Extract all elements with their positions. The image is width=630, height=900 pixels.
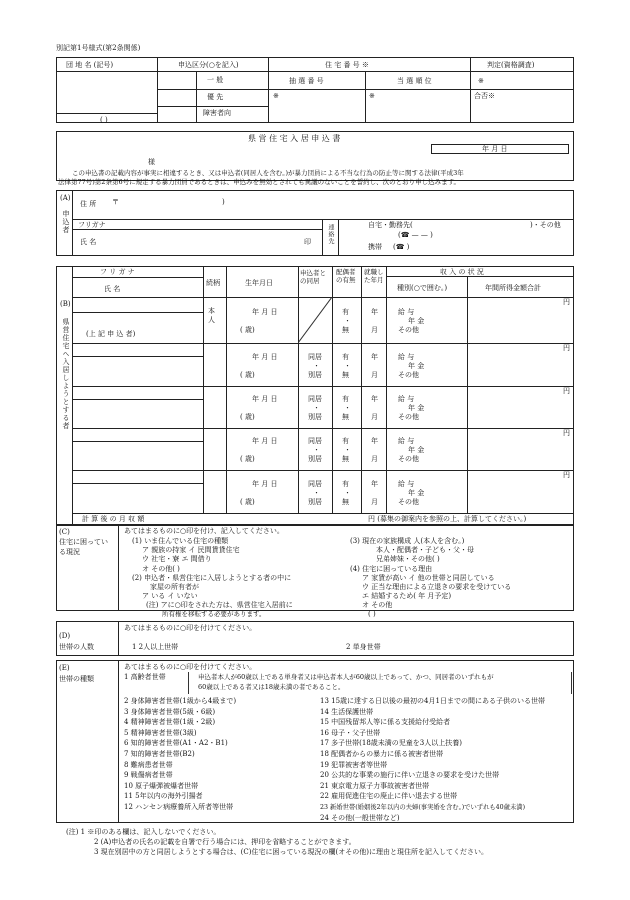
total-field[interactable] — [203, 514, 363, 524]
h-shubetsu: 種別(○で囲む。) — [397, 284, 448, 292]
e-item[interactable]: 9 戦傷病者世帯 — [124, 771, 173, 780]
birth-date[interactable]: 年 月 日 — [252, 395, 278, 403]
e-item[interactable]: 24 その他(一般世帯など) — [320, 813, 400, 822]
section-c-label-3: る現況 — [59, 548, 80, 556]
h-birth: 生年月日 — [245, 279, 273, 287]
c-line[interactable]: オ その他( ) — [142, 565, 180, 573]
kome-mark: ※ — [478, 77, 484, 85]
note-1: (注) 1 ※印のある欄は、記入しないでください。 — [66, 828, 221, 836]
e-item[interactable]: 18 配偶者からの暴力に係る被害者世帯 — [320, 750, 444, 758]
home-label: 自宅・勤務先( — [368, 221, 413, 229]
name-field[interactable] — [110, 231, 295, 255]
income-other[interactable]: その他 — [398, 455, 419, 463]
e-item-1-note-2: 60歳以上である者又は18歳未満の者であること。 — [198, 683, 345, 691]
h-doukyo: 申込者との同居 — [300, 269, 326, 285]
income-kyuyo[interactable]: 給 与 — [398, 437, 415, 445]
haigu-yes[interactable]: 有 — [342, 437, 349, 445]
age-field[interactable]: ( 歳) — [240, 498, 255, 506]
application-title: 県 営 住 宅 入 居 申 込 書 — [248, 134, 341, 143]
c-line: 所有権を移転する必要があります。 — [162, 610, 266, 618]
note-2: 2 (A)申込者の氏名の記載を自署で行う場合には、押印を省略することができます。 — [94, 838, 356, 846]
e-item[interactable]: 22 雇用促進住宅の廃止に伴い退去する世帯 — [320, 792, 458, 801]
total-note: 円 (募集の御案内を参照の上、計算してください。) — [368, 515, 527, 523]
doukyo-separator: ・ — [313, 489, 320, 497]
bekkyo-option[interactable]: 別居 — [308, 371, 322, 379]
h-zokugara: 続柄 — [206, 279, 220, 287]
income-other[interactable]: その他 — [398, 371, 419, 379]
c-right[interactable]: ( ) — [368, 610, 376, 618]
e-item[interactable]: 3 身体障害者世帯(5級・6級) — [124, 707, 216, 716]
yen-unit: 円 — [563, 471, 570, 479]
c-right[interactable]: 兄弟姉妹・その他( ) — [376, 555, 440, 563]
e-item[interactable]: 2 身体障害者世帯(1級から4級まで) — [124, 697, 237, 705]
bekkyo-option[interactable]: 別居 — [308, 498, 322, 506]
e-item[interactable]: 6 知的障害者世帯(A1・A2・B1) — [124, 739, 228, 748]
haigu-yes[interactable]: 有 — [342, 353, 349, 361]
section-c-label-2: 住宅に困ってい — [59, 538, 108, 546]
section-c-label-1: (C) — [59, 528, 70, 536]
e-item[interactable]: 8 難病患者世帯 — [124, 760, 173, 769]
haigu-no[interactable]: 無 — [342, 413, 349, 421]
income-other[interactable]: その他 — [398, 413, 419, 421]
c-line: (2) 申込者・県営住宅に入居しようとする者の中に — [132, 574, 292, 582]
e-item-1-note-1: 申込者本人が60歳以上である単身者又は申込者本人が60歳以上であって、かつ、同居者のいずれもが — [198, 673, 494, 681]
kome-mark: ※ — [273, 92, 279, 100]
e-item[interactable]: 11 5年以内の海外引揚者 — [124, 792, 203, 801]
address-field[interactable] — [108, 196, 528, 216]
bekkyo-option[interactable]: 別居 — [308, 455, 322, 463]
birth-date[interactable]: 年 月 日 — [252, 437, 278, 445]
h-nengaku: 年間所得金額合計 — [485, 284, 541, 292]
jusho-label: 住 所 — [80, 200, 97, 208]
birth-date[interactable]: 年 月 日 — [252, 480, 278, 488]
applicant-note: (上 記 申 込 者) — [86, 330, 136, 338]
age-field[interactable]: ( 歳) — [240, 455, 255, 463]
yen-unit: 円 — [563, 298, 570, 306]
yen-unit: 円 — [563, 387, 570, 395]
e-item[interactable]: 14 生活保護世帯 — [320, 707, 374, 716]
haigu-yes[interactable]: 有 — [342, 308, 349, 316]
haigu-no[interactable]: 無 — [342, 371, 349, 379]
yen-unit: 円 — [563, 429, 570, 437]
pledge-line-1: この申込書の記載内容が事実に相違するとき、又は申込者(同居人を含む。)が暴力団員による不当な行為の防止等に関する法律(平成3年 — [72, 169, 464, 177]
section-e-label-2: 世帯の種類 — [59, 675, 94, 683]
shuro-year[interactable]: 年 — [371, 353, 378, 361]
member-name-field[interactable] — [74, 297, 202, 341]
e-item[interactable]: 16 母子・父子世帯 — [320, 728, 381, 737]
phone-field[interactable]: (☎ — — ) — [398, 231, 433, 239]
income-nenkin[interactable]: 年 金 — [408, 317, 425, 325]
income-nenkin[interactable]: 年 金 — [408, 404, 425, 412]
haigu-yes[interactable]: 有 — [342, 480, 349, 488]
form-id: 別記第1号様式(第2条関係) — [56, 44, 141, 52]
haigu-separator: ・ — [344, 362, 351, 370]
honnin-label: 本人 — [208, 307, 215, 324]
e-item[interactable]: 12 ハンセン病療養所入所者等世帯 — [124, 803, 234, 811]
haigu-separator: ・ — [344, 404, 351, 412]
doukyo-diagonal — [298, 297, 332, 343]
renraku-label: 連絡先 — [327, 224, 334, 245]
shimei-label: 氏 名 — [80, 238, 97, 246]
income-kyuyo[interactable]: 給 与 — [398, 308, 415, 316]
c-line: 家屋の所有者が — [150, 583, 199, 591]
member-name-field[interactable] — [74, 470, 202, 511]
income-kyuyo[interactable]: 給 与 — [398, 395, 415, 403]
h-furigana: フ リ ガ ナ — [100, 268, 135, 276]
date-label: 年 月 日 — [482, 145, 508, 153]
haigu-no[interactable]: 無 — [342, 498, 349, 506]
c-right[interactable]: オ その他 — [362, 601, 393, 609]
furigana-label: フリガナ — [78, 221, 106, 229]
shuro-month[interactable]: 月 — [371, 498, 378, 506]
jutaku-header: 住 宅 番 号 ※ — [325, 61, 369, 69]
seal-mark: 印 — [304, 238, 311, 246]
haigu-separator: ・ — [344, 446, 351, 454]
d-inst: あてはまるものに○印を付けてください。 — [124, 624, 257, 632]
kubun-header: 申込区分(○を記入) — [178, 61, 239, 69]
shuro-year[interactable]: 年 — [371, 395, 378, 403]
sama-label: 様 — [148, 158, 155, 166]
c-line: (注) アに○印をされた方は、県営住宅入居前に — [146, 601, 293, 609]
section-a-label: (A) — [60, 194, 71, 202]
e-item[interactable]: 7 知的障害者世帯(B2) — [124, 750, 195, 758]
age-field[interactable]: ( 歳) — [240, 371, 255, 379]
c-right[interactable]: 本人・配偶者・子ども・父・母 — [376, 546, 474, 554]
haigu-separator: ・ — [344, 489, 351, 497]
c-right[interactable]: (3) 現在の家族構成 人(本人を含む。) — [350, 537, 465, 545]
shuro-year[interactable]: 年 — [371, 480, 378, 488]
e-item[interactable]: 5 精神障害者世帯(3級) — [124, 728, 197, 737]
e-item[interactable]: 15 中国残留邦人等に係る支援給付受給者 — [320, 718, 451, 727]
mobile-label: 携帯 — [368, 243, 382, 251]
shuro-month[interactable]: 月 — [371, 326, 378, 334]
member-name-field[interactable] — [74, 428, 202, 468]
danchi-header: 団 地 名 (記号) — [66, 61, 114, 69]
c-right: (4) 住宅に困っている理由 — [350, 565, 433, 573]
c-right[interactable]: エ 結婚するため( 年 月予定) — [362, 592, 452, 600]
section-a-vertical-label: 申込者 — [62, 210, 70, 234]
note-3: 3 現在別居中の方と同居しようとする場合は、(C)住宅に困っている現況の欄(オその他)に理由と現住所を記入してください。 — [94, 848, 488, 856]
haigu-separator: ・ — [344, 317, 351, 325]
gohi-label: 合否※ — [474, 92, 495, 100]
h-income: 収 入 の 状 況 — [440, 268, 484, 276]
doukyo-option[interactable]: 同居 — [308, 480, 322, 488]
danchi-paren[interactable]: ( ) — [100, 116, 108, 124]
doukyo-option[interactable]: 同居 — [308, 437, 322, 445]
shuro-month[interactable]: 月 — [371, 413, 378, 421]
juni-header: 当 選 順 位 — [397, 77, 432, 85]
chusen-header: 抽 選 番 号 — [289, 77, 324, 85]
c-right[interactable]: ア 家賃が高い イ 他の世帯と同居している — [362, 574, 495, 582]
doukyo-option[interactable]: 同居 — [308, 395, 322, 403]
e-item[interactable]: 17 多子世帯(18歳未満の児童を3人以上扶養) — [320, 739, 462, 748]
shuro-year[interactable]: 年 — [371, 308, 378, 316]
pledge-line-2: 法律第77号)第2条第6号に規定する暴力団員であるときは、申込みを無効とされても異議のないことを誓約し、次のとおり申し込みます。 — [58, 178, 461, 186]
doukyo-separator: ・ — [313, 362, 320, 370]
h-shimei: 氏 名 — [104, 285, 121, 293]
h-shuro: 就職した年月 — [364, 268, 384, 284]
birth-date[interactable]: 年 月 日 — [252, 353, 278, 361]
income-nenkin[interactable]: 年 金 — [408, 362, 425, 370]
kome-mark: ※ — [369, 92, 375, 100]
hantei-header: 判定(資格調査) — [487, 61, 535, 69]
e-item[interactable]: 19 犯罪被害者等世帯 — [320, 760, 388, 769]
d-opt-1[interactable]: 1 2人以上世帯 — [132, 643, 179, 651]
member-name-field[interactable] — [74, 343, 202, 384]
e-item[interactable]: 23 新婚世帯(婚姻後2年以内の夫婦(事実婚を含む。)でいずれも40歳未満) — [320, 804, 526, 811]
postal-close: ) — [222, 198, 225, 206]
kubun-yusen[interactable]: 優 先 — [207, 93, 224, 101]
total-label: 計 算 後 の 月 収 額 — [82, 515, 145, 523]
income-other[interactable]: その他 — [398, 326, 419, 334]
furigana-field[interactable] — [110, 220, 320, 229]
section-b-label: (B) — [60, 300, 71, 308]
e-item[interactable]: 20 公共的な事業の施行に伴い立退きの要求を受けた世帯 — [320, 771, 500, 780]
e-item[interactable]: 13 15歳に達する日以後の最初の4月1日までの間にある子供のいる世帯 — [320, 697, 545, 705]
c-line[interactable]: ア 親族の持家 イ 民間賃貸住宅 — [142, 546, 240, 554]
d-opt-2[interactable]: 2 単身世帯 — [346, 643, 381, 651]
doukyo-separator: ・ — [313, 404, 320, 412]
bekkyo-option[interactable]: 別居 — [308, 413, 322, 421]
haigu-yes[interactable]: 有 — [342, 395, 349, 403]
section-d-label-1: (D) — [59, 632, 71, 640]
haigu-no[interactable]: 無 — [342, 326, 349, 334]
doukyo-option[interactable]: 同居 — [308, 353, 322, 361]
income-kyuyo[interactable]: 給 与 — [398, 480, 415, 488]
section-b-vertical-label: 県営住宅へ入居しようとする者 — [62, 318, 70, 430]
other-label: )・その他 — [530, 221, 561, 229]
income-kyuyo[interactable]: 給 与 — [398, 353, 415, 361]
c-line[interactable]: ウ 社宅・寮 エ 間借り — [142, 555, 212, 563]
c-right[interactable]: ウ 正当な理由による立退きの要求を受けている — [362, 583, 512, 591]
haigu-no[interactable]: 無 — [342, 455, 349, 463]
mobile-field[interactable]: (☎ ) — [393, 243, 410, 251]
birth-date[interactable]: 年 月 日 — [252, 308, 278, 316]
shuro-month[interactable]: 月 — [371, 371, 378, 379]
c-line[interactable]: ア いる イ いない — [142, 592, 198, 600]
age-field[interactable]: ( 歳) — [240, 326, 255, 334]
income-other[interactable]: その他 — [398, 498, 419, 506]
kubun-ippan[interactable]: 一 般 — [207, 76, 224, 84]
age-field[interactable]: ( 歳) — [240, 413, 255, 421]
kubun-shogai[interactable]: 障害者向 — [203, 109, 231, 117]
e-inst: あてはまるものに○印を付けてください。 — [124, 663, 257, 671]
e-item[interactable]: 21 東京電力原子力事故被害者世帯 — [320, 781, 430, 790]
c-line: (1) いま住んでいる住宅の種類 — [132, 537, 229, 545]
e-item[interactable]: 10 原子爆弾被爆者世帯 — [124, 781, 199, 790]
e-item[interactable]: 4 精神障害者世帯(1級・2級) — [124, 718, 216, 727]
income-nenkin[interactable]: 年 金 — [408, 446, 425, 454]
doukyo-separator: ・ — [313, 446, 320, 454]
c-line: あてはまるものに○印を付け、記入してください。 — [124, 527, 284, 535]
member-name-field[interactable] — [74, 386, 202, 426]
postal-mark: 〒 — [112, 198, 119, 206]
shuro-year[interactable]: 年 — [371, 437, 378, 445]
e-item-1[interactable]: 1 高齢者世帯 — [124, 673, 166, 681]
yen-unit: 円 — [563, 344, 570, 352]
h-haigu: 配偶者の有無 — [336, 268, 356, 284]
section-d-label-2: 世帯の人数 — [59, 643, 94, 651]
shuro-month[interactable]: 月 — [371, 455, 378, 463]
income-nenkin[interactable]: 年 金 — [408, 489, 425, 497]
section-e-label-1: (E) — [59, 664, 70, 672]
